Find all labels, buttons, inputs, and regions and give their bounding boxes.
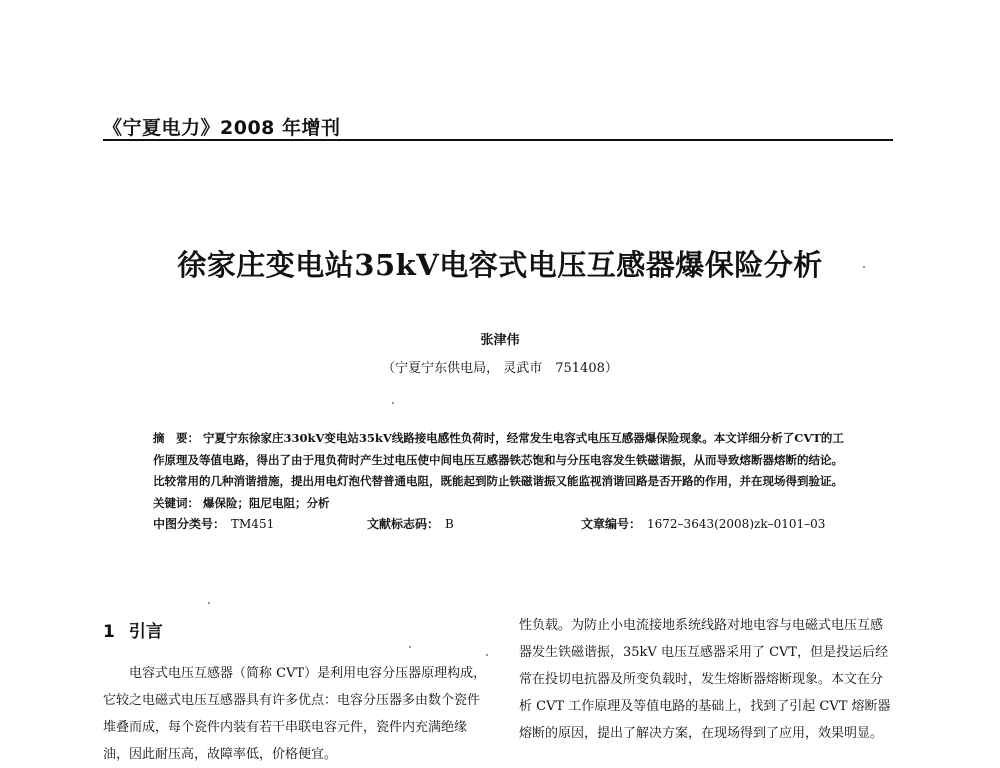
right-column [519,612,894,747]
abstract-text: 宁夏宁东徐家庄330kV变电站35kV线路接电感性负荷时，经常发生电容式电压互感器爆保险现象。本文详细分析了CVT的工作原理及等值电路，得出了由于甩负荷时产生过电压使中间电压互感器铁芯饱和与分压电容发生铁磁谐振，从而导致熔断器熔断的结论。比较常用的几种消谐措施，提出用电灯泡代替普通电阻，既能起到防止铁磁谐振又能监视消谐回路是否开路的作用，并在现场得到验证。 [153,431,844,488]
section-1-heading [103,618,490,646]
scan-speck [409,646,411,648]
abstract-label: 摘 要： [153,431,199,445]
article-number-value: 1672–3643(2008)zk–0101–03 [647,517,826,531]
scan-speck [208,602,210,604]
section-1-number: 1 [103,622,115,642]
metadata-row [153,514,853,536]
doc-code-item [367,514,581,536]
paper-title: 徐家庄变电站35kV电容式电压互感器爆保险分析 [177,248,823,282]
doc-code-value: B [445,517,454,531]
keywords-label: 关键词： [153,495,199,510]
abstract-paragraph [153,428,853,493]
journal-header: 《宁夏电力》2008 年增刊 [103,117,341,139]
scan-speck [486,654,488,656]
right-column-paragraph: 性负载。为防止小电流接地系统线路对地电容与电磁式电压互感器发生铁磁谐振，35kV 电压互感器采用了 CVT，但是投运后经常在投切电抗器及所变负载时，发生熔断器熔断现象。本文在分析 CVT 工作原理及等值电路的基础上，找到了引起 CVT 熔断器熔断的原因，提出了解决方案，在现场得到了应用，效果明显。 [519,618,891,741]
article-number-item [581,514,825,536]
scan-speck [392,402,394,404]
left-column [103,618,490,768]
section-1-paragraph: 电容式电压互感器（简称 CVT）是利用电容分压器原理构成，它较之电磁式电压互感器具有许多优点：电容分压器多由数个瓷件堆叠而成，每个瓷件内装有若干串联电容元件，瓷件内充满绝缘油，因此耐压高，故障率低，价格便宜。 [103,666,487,762]
section-1-title: 引言 [128,622,163,642]
keywords-text: 爆保险；阻尼电阻；分析 [203,495,330,510]
doc-code-label: 文献标志码： [367,517,440,531]
keywords-line [153,493,853,515]
scan-speck [863,266,865,268]
classification-label: 中图分类号： [153,517,226,531]
header-rule [103,139,893,141]
author-affiliation: （宁夏宁东供电局， 灵武市 751408） [382,361,618,376]
author-name: 张津伟 [480,333,520,348]
classification-value: TM451 [231,517,275,531]
abstract-block [153,428,853,536]
article-number-label: 文章编号： [581,517,642,531]
classification-item [153,514,367,536]
